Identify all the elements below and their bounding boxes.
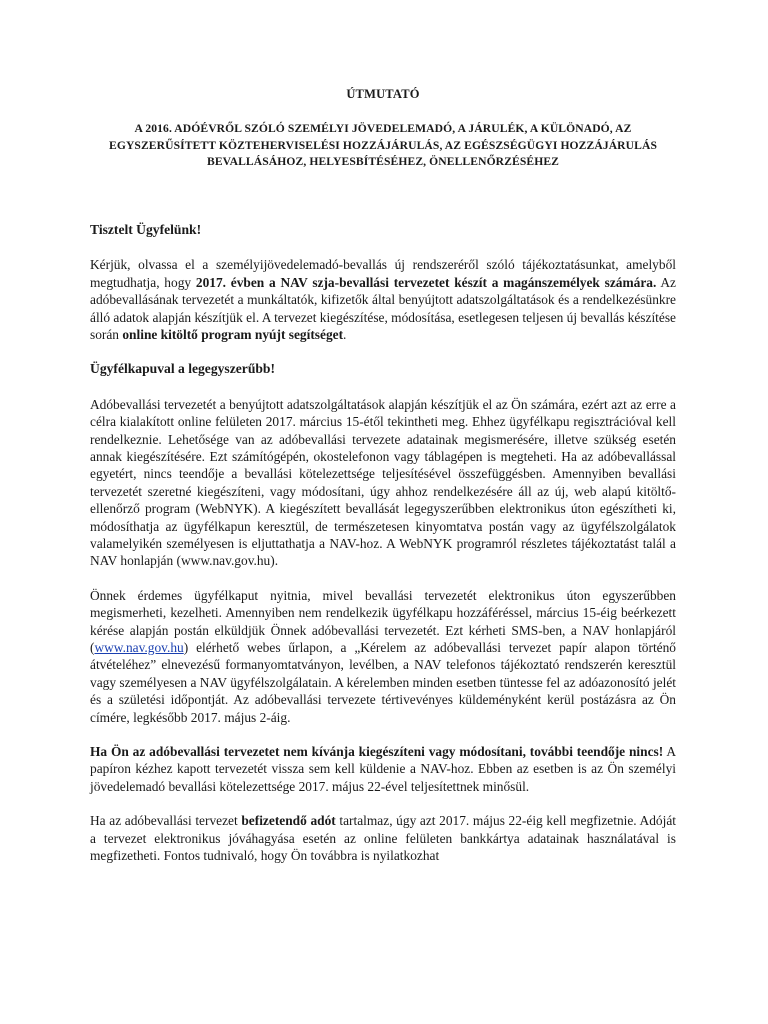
section-heading: Ügyfélkapuval a legegyszerűbb! (90, 361, 276, 377)
text-run: tartalmaz, úgy azt 2017. május 22-éig kell megfizetnie. Adóját a tervezet elektronikus jóváhagyása esetén az online felületen bankkártya adatainak használatával is megfizetheti. Fontos tudnivaló, hogy Ön továbbra is nyilatkozhat (90, 813, 676, 864)
text-run: Kérjük, olvassa el a személyijövedelemadó-bevallás új rendszeréről szóló tájékoztatásunkat, amelyből megtudhatja, hogy (90, 257, 676, 290)
subtitle-line: BEVALLÁSÁHOZ, HELYESBÍTÉSÉHEZ, ÖNELLENŐRZÉSÉHEZ (206, 155, 559, 169)
nav-website-link[interactable]: www.nav.gov.hu (94, 640, 184, 656)
text-run: ) elérhető webes űrlapon, a „Kérelem az adóbevallási tervezet papír alapon történő átvételéhez” elnevezésű formanyomtatványon, levélben, a NAV telefonos tájékoztató rendszerén keresztül vagy személyesen a NAV ügyfélszolgálatain. A kérelemben minden esetben tüntesse fel az adóazonosító jelét és a születési időpontját. Az adóbevallási tervezete tértivevényes küldeményként kerül postázásra az Ön címére, legkésőbb 2017. május 2-áig. (90, 640, 676, 725)
subtitle-line: EGYSZERŰSÍTETT KÖZTEHERVISELÉSI HOZZÁJÁRULÁS, AZ EGÉSZSÉGÜGYI HOZZÁJÁRULÁS (109, 138, 657, 152)
text-run: Önnek érdemes ügyfélkaput nyitnia, mivel bevallási tervezetét elektronikus úton egyszerűbben megismerheti, kezelheti. Amennyiben nem rendelkezik ügyfélkapu hozzáféréssel, március 15-éig beérkezett kérése alapján postán elküldjük Önnek adóbevallási tervezetét. Ezt kérheti SMS-ben, a NAV honlapjáról ( (90, 587, 676, 656)
no-action-paragraph (90, 743, 676, 795)
document-title: ÚTMUTATÓ (346, 87, 420, 101)
bold-run: befizetendő adót (241, 813, 336, 829)
bold-run: Ha Ön az adóbevallási tervezetet nem kívánja kiegészíteni vagy módosítani, további teendője nincs! (90, 744, 664, 760)
intro-paragraph (90, 256, 676, 343)
bold-run: 2017. évben a NAV szja-bevallási tervezetet készít a magánszemélyek számára. (195, 274, 657, 290)
text-run: Ha az adóbevallási tervezet (90, 813, 242, 829)
text-run: A papíron kézhez kapott tervezetét vissza sem kell küldenie a NAV-hoz. Ebben az esetben is az Ön személyi jövedelemadó bevallási kötelezettsége 2017. május 22-ével teljesítettnek minősül. (90, 744, 676, 794)
subtitle-line: A 2016. ADÓÉVRŐL SZÓLÓ SZEMÉLYI JÖVEDELEMADÓ, A JÁRULÉK, A KÜLÖNADÓ, AZ (134, 122, 632, 136)
document-subtitle (90, 121, 676, 171)
greeting: Tisztelt Ügyfelünk! (90, 221, 202, 237)
payment-paragraph (90, 812, 676, 864)
paper-request-paragraph (90, 587, 676, 726)
bold-run: online kitöltő program nyújt segítséget (122, 326, 344, 342)
text-run: . (343, 326, 347, 342)
text-run: Az adóbevallásának tervezetét a munkáltatók, kifizetők által benyújtott adatszolgáltatások és a rendelkezésünkre álló adatok alapján készítjük el. A tervezet kiegészítése, módosítása, esetlegesen teljesen új bevallás készítése során (90, 274, 676, 342)
ugyfelkapu-paragraph: Adóbevallási tervezetét a benyújtott adatszolgáltatások alapján készítjük el az Ön számára, ezért azt az erre a célra kialakított online felületen 2017. március 15-étől tekintheti meg. Ehhez ügyfélkapu regisztrációval kell rendelkeznie. Lehetősége van az adóbevallási tervezete adatainak megismerésére, illetve szükség esetén annak kiegészítésére. Ezt számítógépén, okostelefonon vagy táblagépen is megteheti. Ha az adóbevallással egyetért, nincs teendője a bevallási kötelezettsége teljesítésével összefüggésben. Amennyiben bevallási tervezetét szeretné kiegészíteni, vagy módosítani, úgy ahhoz rendelkezésére áll az új, web alapú kitöltő-ellenőrző program (WebNYK). A kiegészített bevallását legegyszerűbben elektronikus úton egészítheti ki, módosíthatja az ügyfélkapun keresztül, de természetesen kinyomtatva postán vagy az ügyfélszolgálatok valamelyikén személyesen is eljuttathatja a NAV-hoz. A WebNYK programról részletes tájékoztatást talál a NAV honlapján (www.nav.gov.hu). (90, 396, 676, 569)
